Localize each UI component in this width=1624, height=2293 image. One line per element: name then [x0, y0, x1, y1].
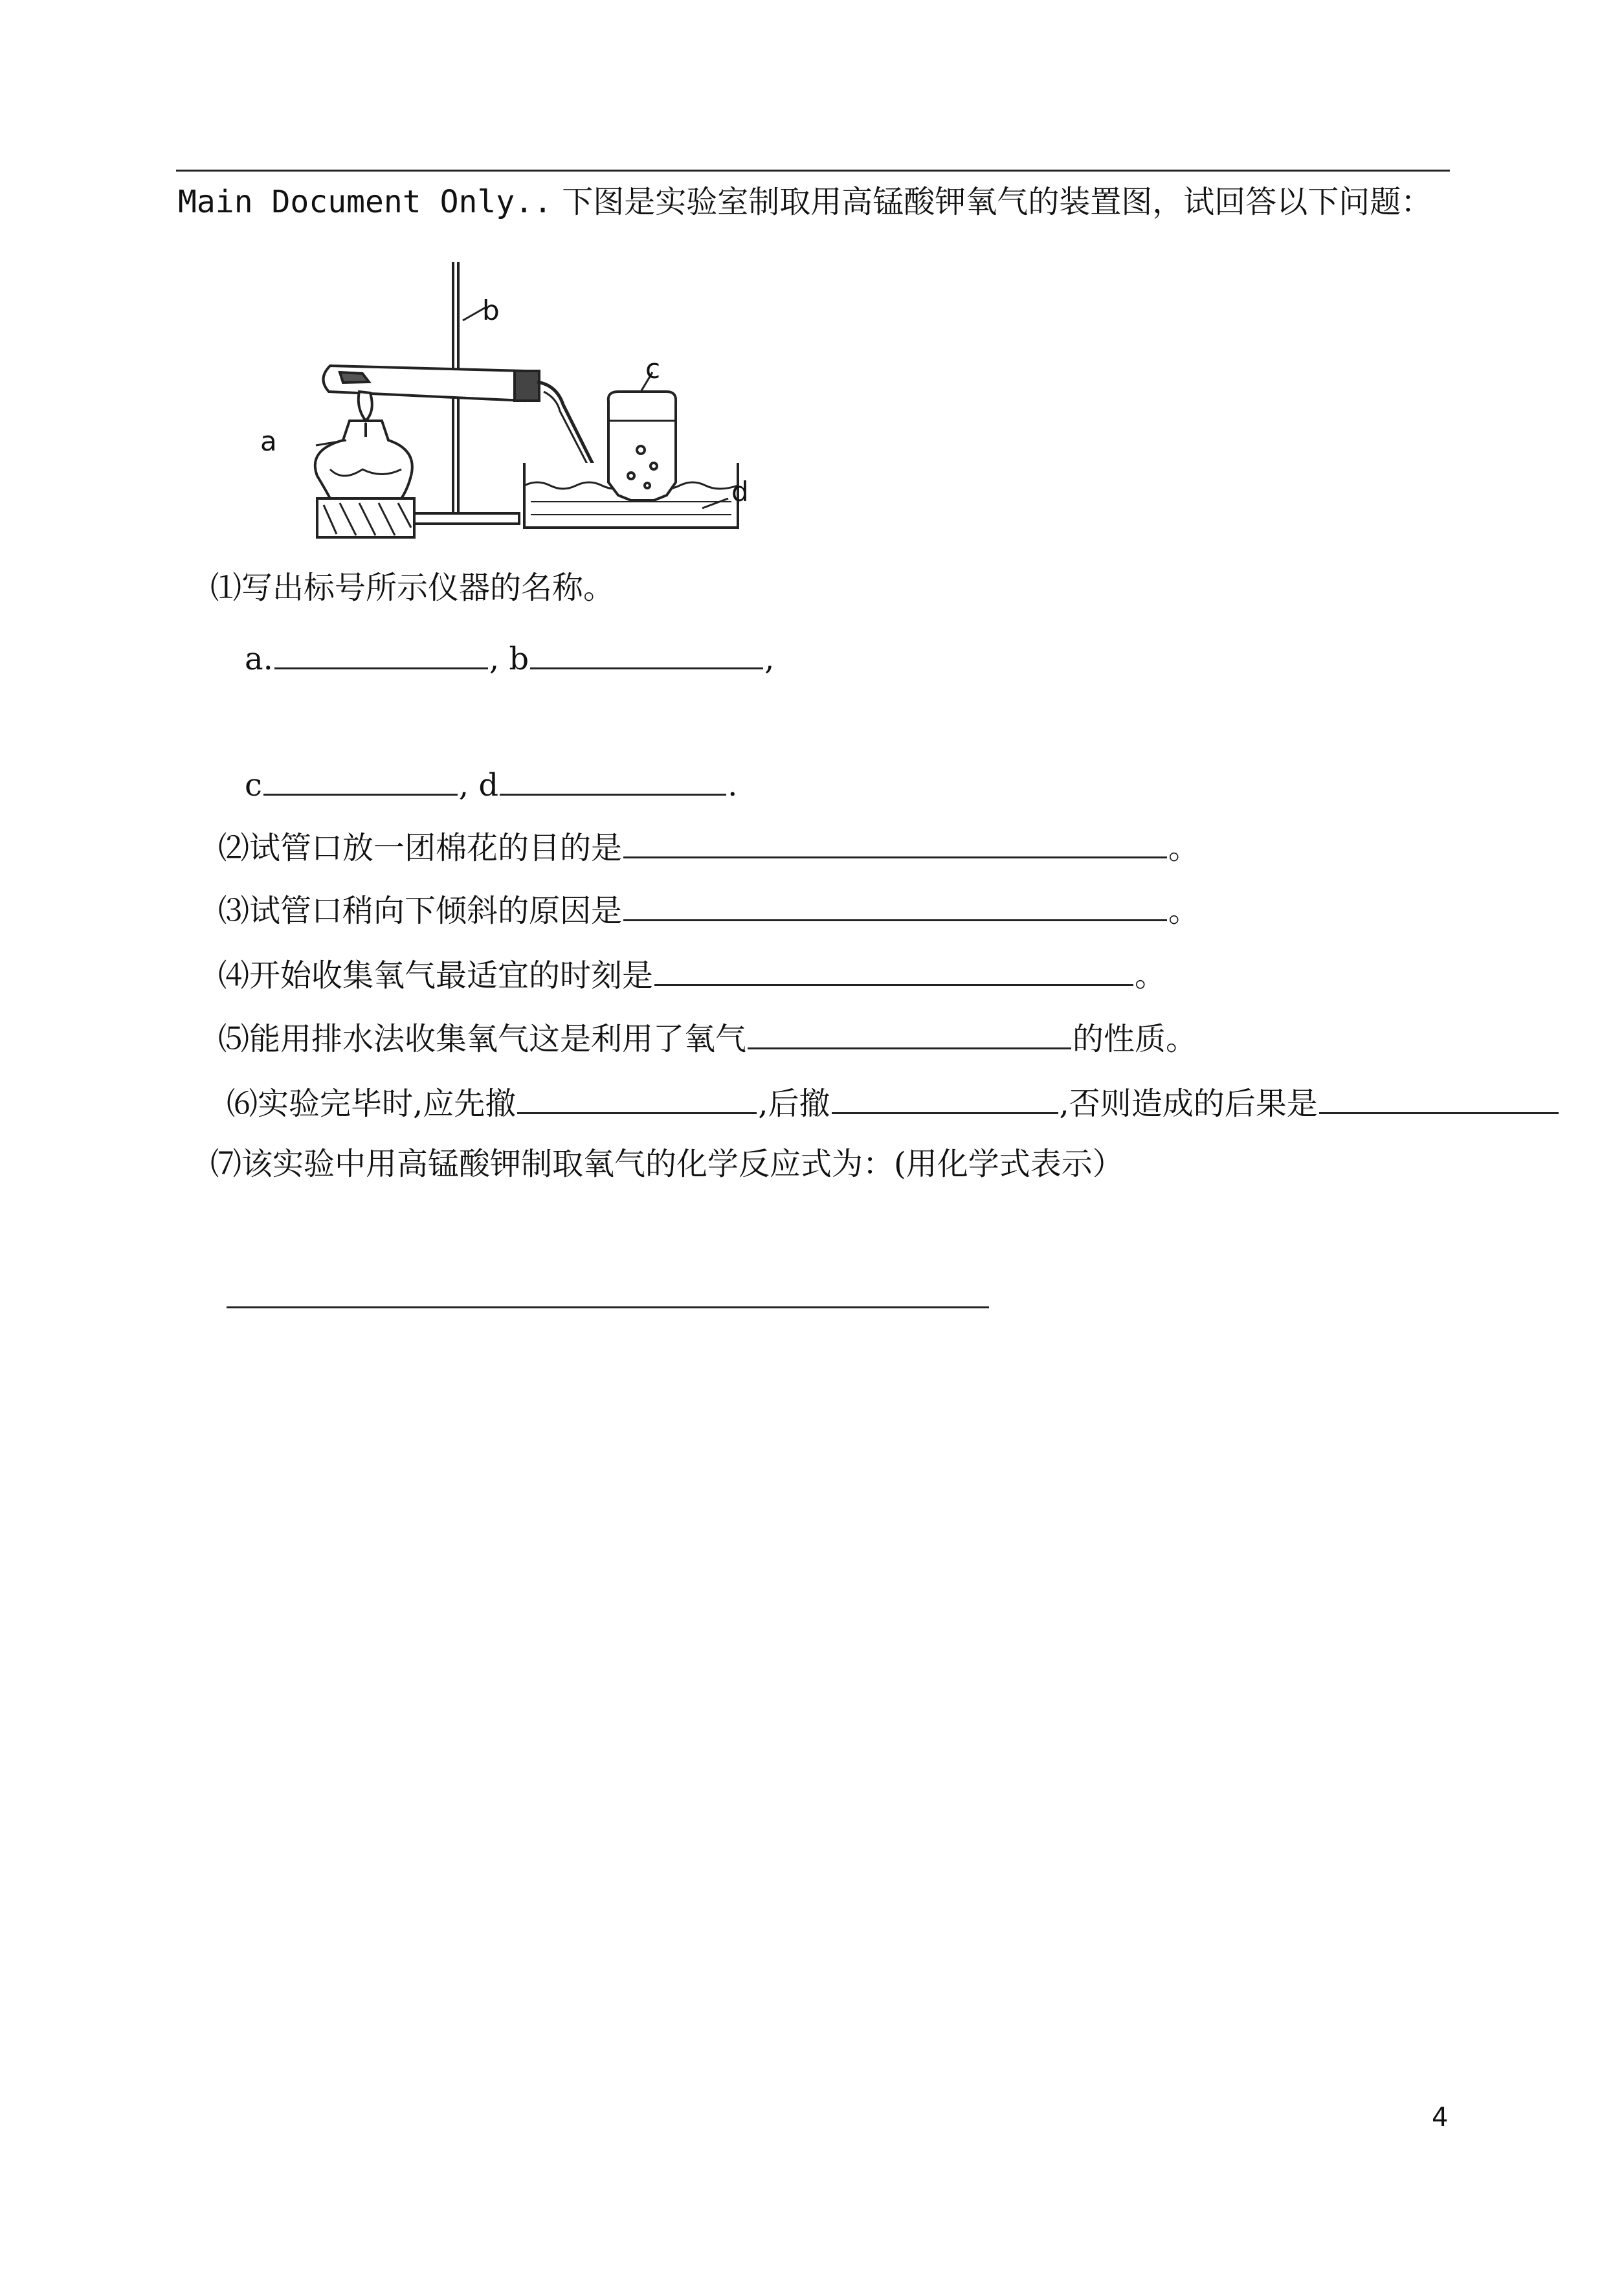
question-6-text: ⑹实验完毕时,应先撤 [227, 1086, 517, 1122]
label-b-end: , [764, 641, 775, 677]
question-2-end: 。 [1168, 830, 1200, 866]
label-a: a. [245, 641, 273, 677]
label-c: c [245, 767, 262, 803]
question-6 [227, 1081, 1560, 1123]
answer-blank-q3[interactable] [623, 888, 1167, 921]
answer-line-q7[interactable] [227, 1306, 989, 1308]
question-6-mid: ,后撤 [758, 1086, 830, 1122]
apparatus-figure [252, 256, 770, 541]
answer-blank-b[interactable] [530, 636, 763, 669]
question-6-end: ,否则造成的后果是 [1059, 1086, 1318, 1122]
question-1: ⑴写出标号所示仪器的名称。 [210, 570, 615, 606]
figure-label-a: a [260, 425, 277, 457]
answer-blank-q2[interactable] [623, 825, 1167, 858]
question-5-text: ⑸能用排水法收集氧气这是利用了氧气 [218, 1021, 747, 1057]
page-number: 4 [1432, 2103, 1449, 2132]
answer-blank-d[interactable] [500, 763, 726, 796]
label-d: , d [458, 767, 499, 803]
answer-blank-q6-second[interactable] [832, 1081, 1058, 1114]
question-5 [218, 1016, 1197, 1058]
question-2-text: ⑵试管口放一团棉花的目的是 [218, 830, 623, 866]
header-prefix: Main Document Only.. [178, 184, 552, 220]
answer-blank-q6-first[interactable] [517, 1081, 757, 1114]
question-1-ab-line [245, 636, 774, 678]
question-1-cd-line [245, 763, 737, 805]
header-line [178, 183, 1432, 221]
header-rule [176, 170, 1450, 172]
answer-blank-a[interactable] [274, 636, 488, 669]
question-4-text: ⑷开始收集氧气最适宜的时刻是 [218, 957, 654, 994]
question-4 [218, 953, 1166, 995]
figure-label-b: b [482, 295, 500, 326]
answer-blank-q6-third[interactable] [1319, 1081, 1559, 1114]
answer-blank-q5[interactable] [748, 1016, 1071, 1049]
question-4-end: 。 [1135, 957, 1166, 994]
answer-blank-c[interactable] [263, 763, 458, 796]
question-5-end: 的性质。 [1073, 1021, 1197, 1057]
header-intro: 下图是实验室制取用高锰酸钾氧气的装置图，试回答以下问题： [562, 184, 1432, 220]
label-b: , b [489, 641, 529, 677]
figure-label-c: c [645, 353, 661, 385]
figure-label-d: d [731, 476, 749, 508]
question-3 [218, 888, 1199, 930]
label-d-end: . [728, 767, 738, 803]
question-7: ⑺该实验中用高锰酸钾制取氧气的化学反应式为：(用化学式表示） [210, 1146, 1124, 1182]
question-3-text: ⑶试管口稍向下倾斜的原因是 [218, 893, 623, 929]
question-3-end: 。 [1168, 893, 1200, 929]
answer-blank-q4[interactable] [654, 953, 1133, 986]
question-2 [218, 825, 1199, 867]
